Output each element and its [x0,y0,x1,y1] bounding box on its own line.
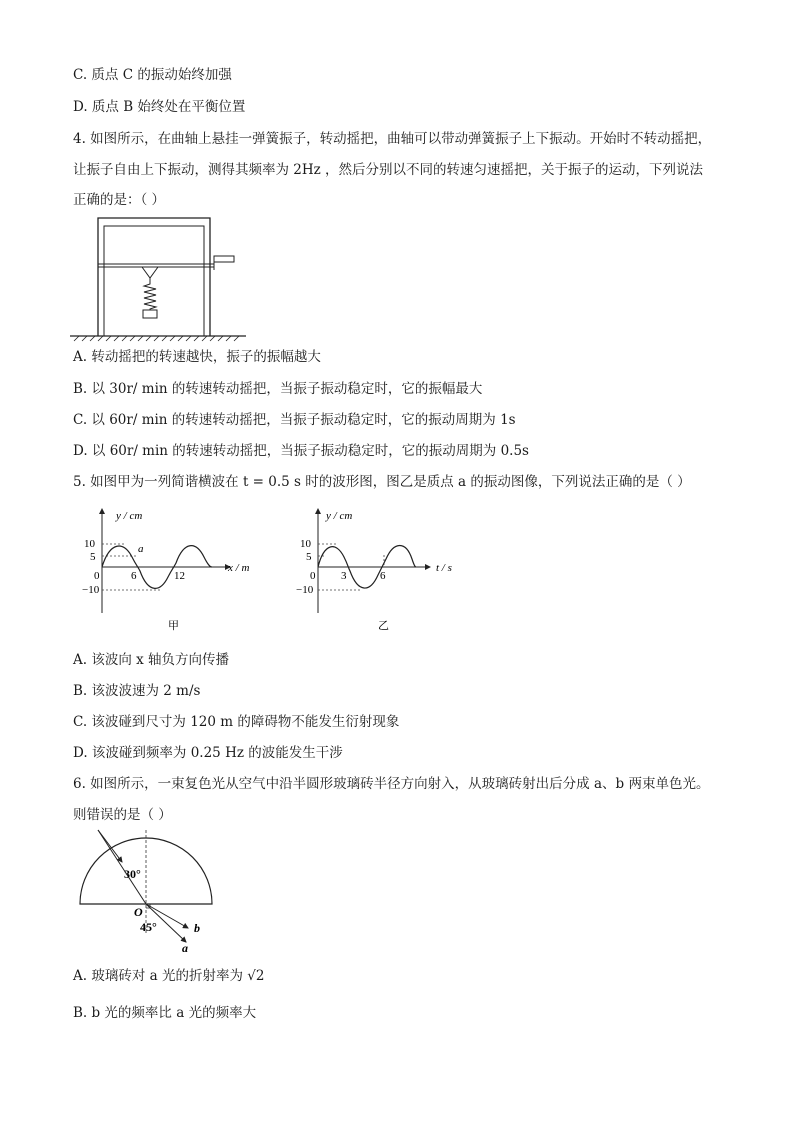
tick-10: 10 [300,538,311,550]
crank-bend [142,267,158,278]
semicircle-refraction-figure [76,828,256,958]
tick-t-6: 6 [380,570,386,582]
q4-stem-line-2: 让振子自由上下振动，测得其频率为 2Hz ，然后分别以不同的转速匀速摇把，关于振子的运动，下列说法 [73,162,704,178]
q5-option-b: B. 该波波速为 2 m/s [73,683,201,699]
q3-option-d: D. 质点 B 始终处在平衡位置 [73,99,246,115]
y-axis-label: y / cm [116,510,143,522]
q5-stem: 5. 如图甲为一列简谐横波在 t = 0.5 s 时的波形图，图乙是质点 a 的振动图像，下列说法正确的是（ ） [73,474,691,490]
q5-option-c: C. 该波碰到尺寸为 120 m 的障碍物不能发生衍射现象 [73,714,400,730]
caption-yi: 乙 [378,620,389,632]
origin-label: O [134,905,143,919]
wave-graph-left [80,505,270,635]
ray-a-label: a [182,941,188,955]
q4-stem-line-3: 正确的是：（ ） [73,192,166,208]
q4-option-d: D. 以 60r/ min 的转速转动摇把，当振子振动稳定时，它的振动周期为 0.5s [73,443,529,459]
tick-minus-10: −10 [296,584,314,596]
tick-5: 5 [306,551,312,563]
q4-stem-line-1: 4. 如图所示，在曲轴上悬挂一弹簧振子，转动摇把，曲轴可以带动弹簧振子上下振动。开始时不转动摇把， [73,131,712,147]
tick-t-3: 3 [341,570,347,582]
crank-spring-figure [70,212,250,342]
q6-option-a: A. 玻璃砖对 a 光的折射率为 √2 [73,968,265,984]
tick-5: 5 [90,551,96,563]
q4-option-c: C. 以 60r/ min 的转速转动摇把，当振子振动稳定时，它的振动周期为 1s [73,412,516,428]
q5-option-a: A. 该波向 x 轴负方向传播 [73,652,230,668]
tick-0: 0 [94,570,100,582]
tick-x-12: 12 [174,570,185,582]
q3-option-c: C. 质点 C 的振动始终加强 [73,67,232,83]
q5-option-d: D. 该波碰到频率为 0.25 Hz 的波能发生干涉 [73,745,343,761]
y-axis-label: y / cm [326,510,353,522]
tick-x-6: 6 [131,570,137,582]
point-a-label: a [138,543,144,555]
ray-b-label: b [194,921,200,935]
q6-stem-line-2: 则错误的是（ ） [73,807,172,823]
tick-0: 0 [310,570,316,582]
spring-icon [144,278,156,310]
angle-30-label: 30° [124,867,141,881]
q6-option-b: B. b 光的频率比 a 光的频率大 [73,1005,257,1021]
angle-45-label: 45° [140,920,157,934]
q4-option-b: B. 以 30r/ min 的转速转动摇把，当振子振动稳定时，它的振幅最大 [73,381,483,397]
ground-hatch [74,336,239,341]
q6-stem-line-1: 6. 如图所示，一束复色光从空气中沿半圆形玻璃砖半径方向射入，从玻璃砖射出后分成 a、b 两束单色光。 [73,776,710,792]
vibration-graph-right [290,505,480,635]
caption-jia: 甲 [168,620,179,632]
tick-10: 10 [84,538,95,550]
x-axis-label: x / m [228,562,250,574]
t-axis-label: t / s [436,562,452,574]
oscillator-block [143,310,157,318]
frame-inner [104,226,204,336]
crank-handle [214,256,234,262]
tick-minus-10: −10 [82,584,100,596]
q4-option-a: A. 转动摇把的转速越快，振子的振幅越大 [73,349,321,365]
